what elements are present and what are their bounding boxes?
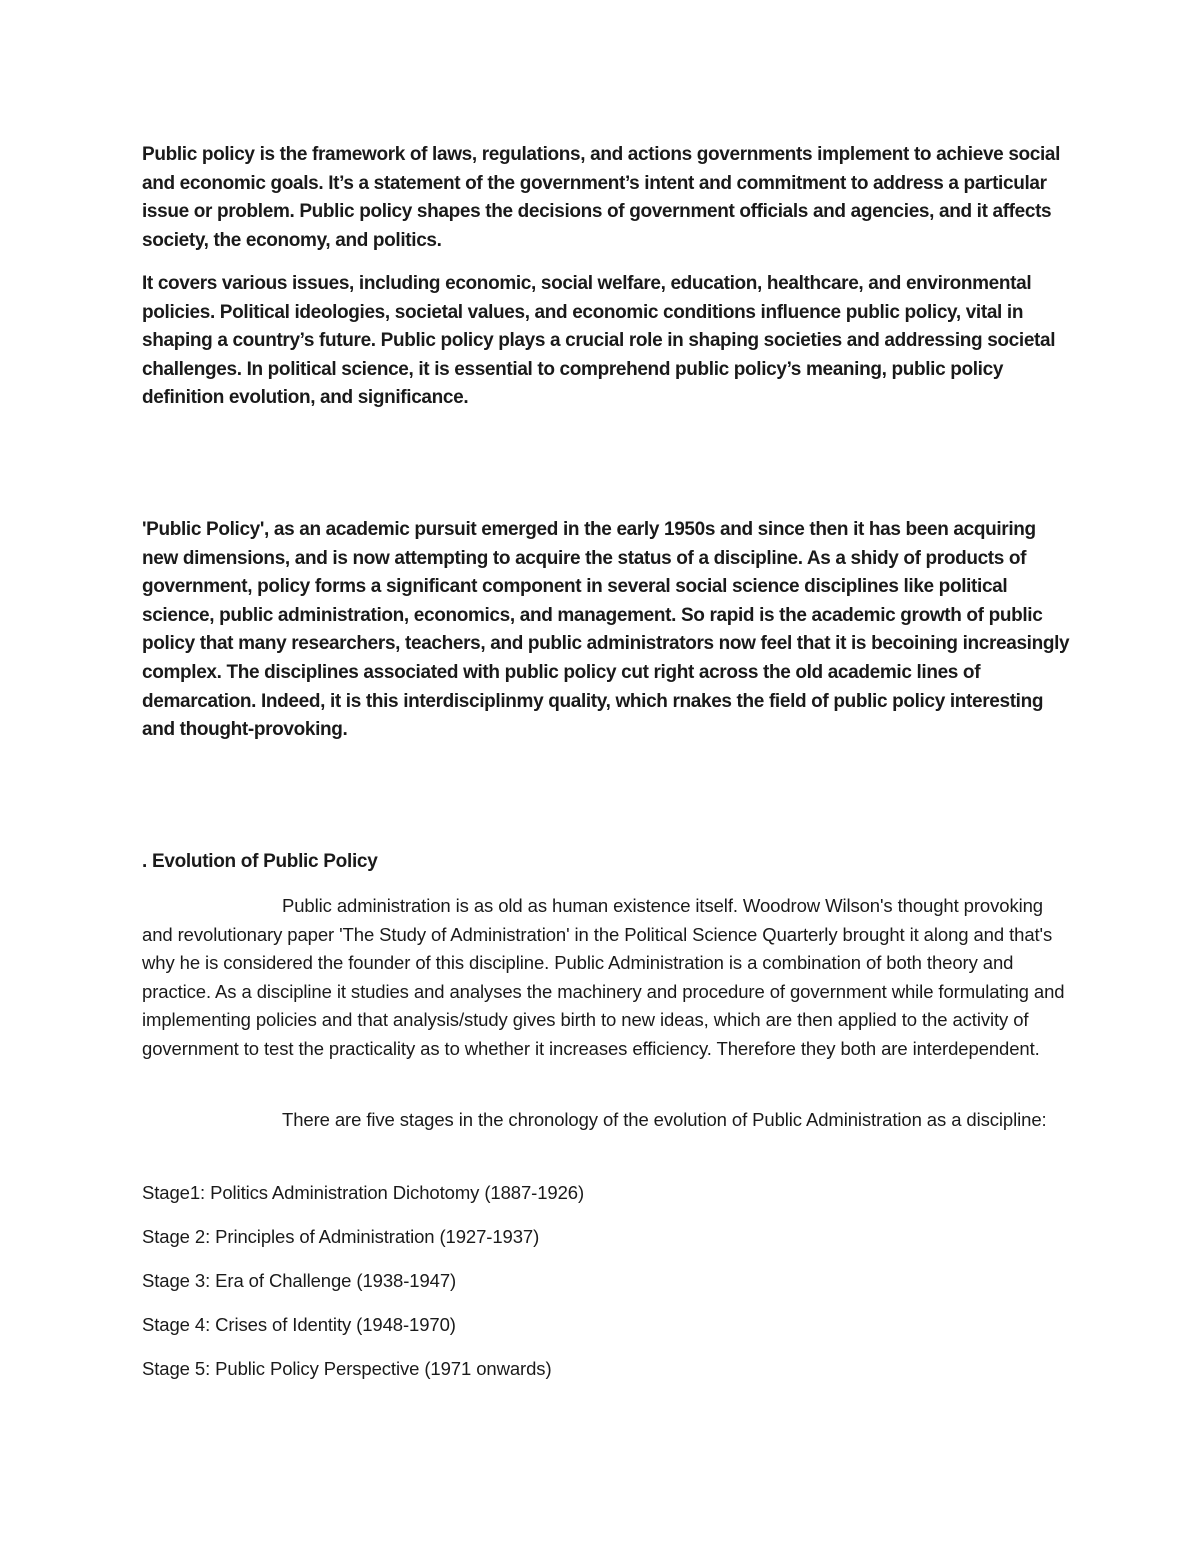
paragraph-text: There are five stages in the chronology of the evolution of Public Administration as a discipline:: [282, 1109, 1047, 1130]
paragraph-public-policy-scope: [142, 270, 1072, 413]
stage-item: Stage 3: Era of Challenge (1938-1947): [142, 1270, 457, 1291]
paragraph-text: 'Public Policy', as an academic pursuit emerged in the early 1950s and since then it has been acquiring new dimensions, and is now attempting to acquire the status of a discipline. As a shidy of products of government, policy forms a significant component in several social science disciplines like political science, public administration, economics, and management. So rapid is the academic growth of public policy that many researchers, teachers, and public administrators now feel that it is becoining increasingly complex. The disciplines associated with public policy cut right across the old academic lines of demarcation. Indeed, it is this interdisciplinmy quality, which rnakes the field of public policy interesting and thought-provoking.: [142, 519, 1070, 741]
paragraph-text: Public policy is the framework of laws, regulations, and actions governments implement to achieve social and economic goals. It’s a statement of the government’s intent and commitment to address a particular issue or problem. Public policy shapes the decisions of government officials and agencies, and it affects society, the economy, and politics.: [142, 144, 1061, 251]
paragraph-public-administration: [142, 892, 1072, 1064]
stage-item: Stage 2: Principles of Administration (1927-1937): [142, 1226, 540, 1247]
stage-item: Stage 5: Public Policy Perspective (1971 onwards): [142, 1358, 552, 1379]
paragraph-public-policy-definition: [142, 141, 1072, 255]
heading-evolution: . Evolution of Public Policy: [142, 851, 378, 872]
stage-item: Stage 4: Crises of Identity (1948-1970): [142, 1314, 456, 1335]
paragraph-text: It covers various issues, including economic, social welfare, education, healthcare, and environmental policies. Political ideologies, societal values, and economic conditions influence public policy, vital in shaping a country’s future. Public policy plays a crucial role in shaping societies and addressing societal challenges. In political science, it is essential to comprehend public policy’s meaning, public policy definition evolution, and significance.: [142, 273, 1056, 409]
paragraph-academic-pursuit: [142, 516, 1072, 745]
paragraph-text: Public administration is as old as human existence itself. Woodrow Wilson's thought provoking and revolutionary paper 'The Study of Administration' in the Political Science Quarterly brought it along and that's why he is considered the founder of this discipline. Public Administration is a combination of both theory and practice. As a discipline it studies and analyses the machinery and procedure of government while formulating and implementing policies and that analysis/study gives birth to new ideas, which are then applied to the activity of government to test the practicality as to whether it increases efficiency. Therefore they both are interdependent.: [142, 895, 1065, 1059]
paragraph-five-stages: [142, 1106, 1072, 1135]
stage-item: Stage1: Politics Administration Dichotomy (1887-1926): [142, 1182, 585, 1203]
section-heading: [142, 848, 1072, 876]
